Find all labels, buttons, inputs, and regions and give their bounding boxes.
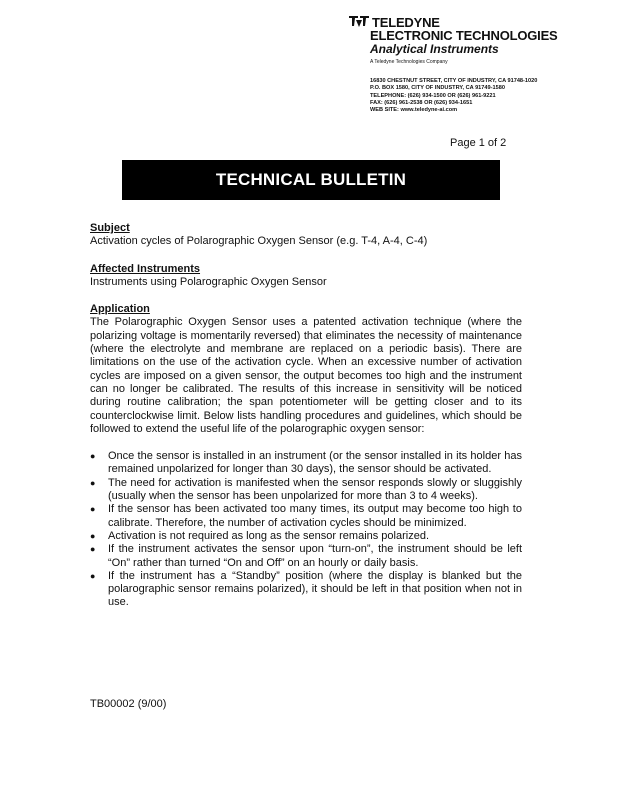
- subject-section: [90, 222, 522, 249]
- subject-text: Activation cycles of Polarographic Oxygen Sensor (e.g. T-4, A-4, C-4): [90, 235, 428, 248]
- list-item: [90, 450, 522, 477]
- bulletin-banner: [122, 160, 500, 200]
- teledyne-logo-icon: [348, 14, 370, 28]
- list-item-text: Activation is not required as long as the sensor remains polarized.: [108, 529, 430, 542]
- bullet-icon: ●: [90, 570, 96, 581]
- list-item: [90, 503, 522, 530]
- company-name: TELEDYNE: [372, 15, 440, 30]
- list-item-text: The need for activation is manifested when the sensor responds slowly or sluggishly (usually when the sensor has been unpolarized for more than 3 to 4 weeks).: [108, 476, 522, 503]
- letterhead: [348, 14, 610, 114]
- list-item-text: If the instrument has a “Standby” position (where the display is blanked but the polarographic sensor remains polarized), it should be left in that position when not in use.: [108, 569, 522, 609]
- division-name: ELECTRONIC TECHNOLOGIES: [370, 28, 558, 43]
- telephone: TELEPHONE: (626) 934-1500 OR (626) 961-9221: [370, 92, 496, 99]
- list-item-text: Once the sensor is installed in an instrument (or the sensor installed in its holder has remained unpolarized for longer than 30 days), the sensor should be activated.: [108, 450, 522, 476]
- application-text: The Polarographic Oxygen Sensor uses a patented activation technique (where the polarizing voltage is momentarily reversed) that eliminates the necessity of maintenance (where the electrolyte and membrane are replaced on a periodic basis). There are limitations on the use of the activation cycle. When an excessive number of activation cycles are imposed on a given sensor, the output becomes too high and the instrument can no longer be calibrated. The results of this increase in sensitivity will be noticed during routine calibration; the span potentiometer will be getting closer and to its counterclockwise limit. Below lists handling procedures and guidelines, which should be followed to extend the useful life of the polarographic oxygen sensor:: [90, 316, 522, 435]
- guideline-list: [90, 450, 522, 610]
- application-section: [90, 303, 522, 436]
- subdivision-name: Analytical Instruments: [370, 42, 499, 56]
- contact-block: [348, 78, 610, 114]
- list-item-text: If the sensor has been activated too many times, its output may become too high to calibrate. Therefore, the number of activation cycles should be minimized.: [108, 503, 522, 529]
- banner-title: TECHNICAL BULLETIN: [215, 170, 407, 189]
- bullet-icon: ●: [90, 504, 96, 515]
- company-tagline: A Teledyne Technologies Company: [370, 59, 448, 65]
- application-heading: Application: [90, 303, 150, 316]
- page-number: Page 1 of 2: [450, 137, 507, 149]
- list-item: [90, 570, 522, 610]
- logo-row: [348, 14, 610, 29]
- fax: FAX: (626) 961-2538 OR (626) 934-1651: [370, 99, 473, 106]
- list-item-text: If the instrument activates the sensor upon “turn-on”, the instrument should be left “On” rather than turned “On and Off” on an hourly or daily basis.: [108, 543, 522, 569]
- bullet-icon: ●: [90, 544, 96, 555]
- list-item: [90, 477, 522, 504]
- bulletin-content: [90, 222, 522, 610]
- document-code: TB00002 (9/00): [90, 698, 167, 710]
- affected-section: [90, 263, 522, 290]
- list-item: [90, 543, 522, 570]
- bullet-icon: ●: [90, 530, 96, 541]
- affected-heading: Affected Instruments: [90, 262, 201, 275]
- website: WEB SITE: www.teledyne-ai.com: [370, 107, 458, 114]
- street-address: 16830 CHESTNUT STREET, CITY OF INDUSTRY, CA 91748-1020: [370, 78, 538, 84]
- list-item: [90, 530, 522, 543]
- subject-heading: Subject: [90, 222, 130, 234]
- bullet-icon: ●: [90, 451, 96, 462]
- bullet-icon: ●: [90, 477, 96, 488]
- po-box-address: P.O. BOX 1580, CITY OF INDUSTRY, CA 91749-1580: [370, 85, 505, 92]
- affected-text: Instruments using Polarographic Oxygen Sensor: [90, 275, 327, 288]
